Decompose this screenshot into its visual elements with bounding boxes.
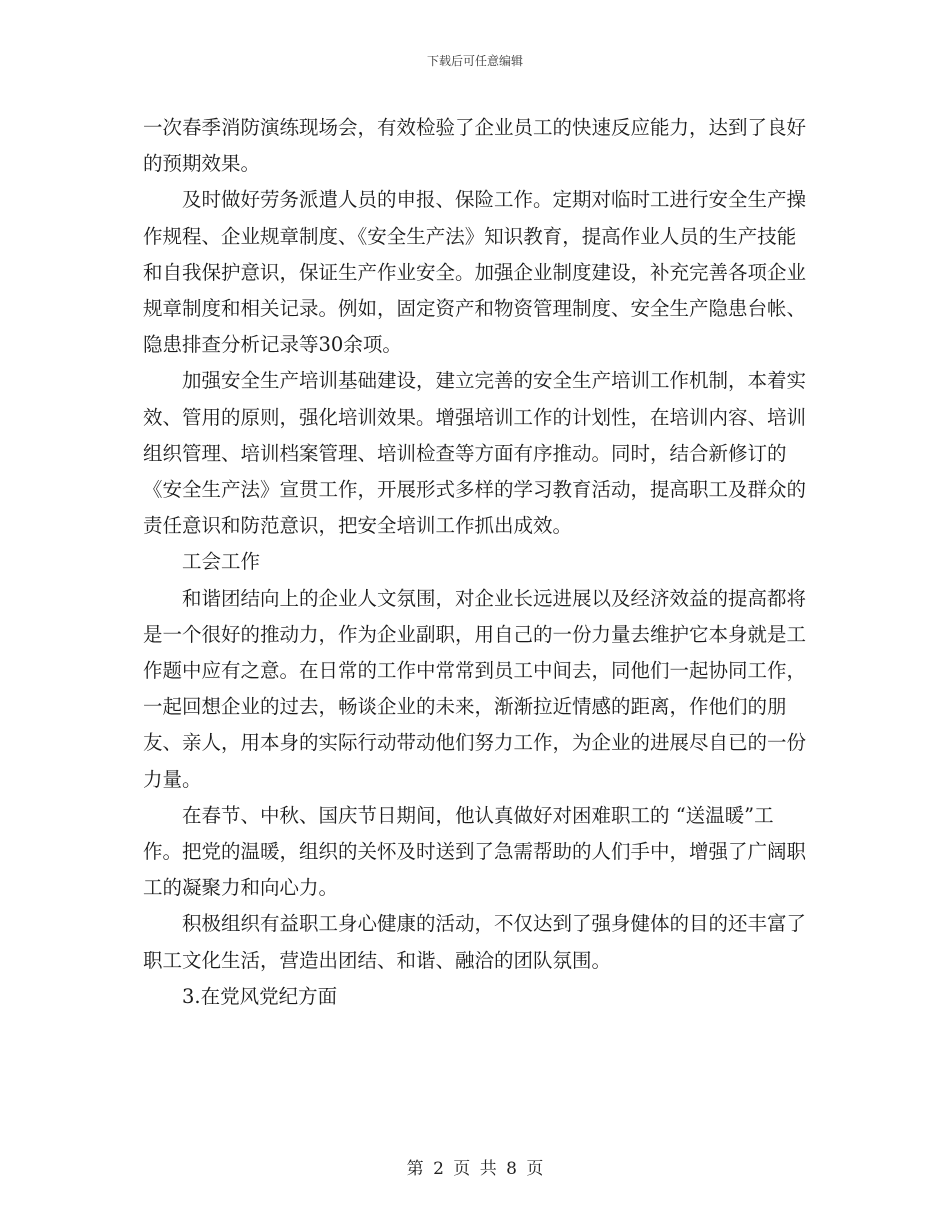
paragraph-2: 及时做好劳务派遣人员的申报、保险工作。定期对临时工进行安全生产操作规程、企业规章制度、《安全生产法》知识教育，提高作业人员的生产技能和自我保护意识，保证生产作业安全。加强企业制度建设，补充完善各项企业规章制度和相关记录。例如，固定资产和物资管理制度、安全生产隐患台帐、隐患排查分析记录等30余项。 (143, 188, 807, 357)
page-header: 下载后可任意编辑 (426, 54, 523, 68)
section-heading-union-work: 工会工作 (182, 550, 261, 574)
paragraph-7: 积极组织有益职工身心健康的活动，不仅达到了强身健体的目的还丰富了职工文化生活，营造出团结、和谐、融洽的团队氛围。 (143, 912, 807, 972)
paragraph-1: 一次春季消防演练现场会，有效检验了企业员工的快速反应能力，达到了良好的预期效果。 (143, 116, 807, 176)
paragraph-3: 加强安全生产培训基础建设，建立完善的安全生产培训工作机制，本着实效、管用的原则，强化培训效果。增强培训工作的计划性，在培训内容、培训组织管理、培训档案管理、培训检查等方面有序推动。同时，结合新修订的《安全生产法》宣贯工作，开展形式多样的学习教育活动，提高职工及群众的责任意识和防范意识，把安全培训工作抓出成效。 (143, 369, 807, 538)
document-body (143, 110, 807, 1015)
paragraph-6: 在春节、中秋、国庆节日期间，他认真做好对困难职工的 “送温暖”工作。把党的温暖，组织的关怀及时送到了急需帮助的人们手中，增强了广阔职工的凝聚力和向心力。 (143, 803, 807, 900)
section-heading-party-discipline: 3.在党风党纪方面 (182, 984, 338, 1008)
page-footer: 第 2 页 共 8 页 (406, 1159, 544, 1179)
paragraph-5: 和谐团结向上的企业人文氛围，对企业长远进展以及经济效益的提高都将是一个很好的推动力，作为企业副职，用自己的一份力量去维护它本身就是工作题中应有之意。在日常的工作中常常到员工中间去，同他们一起协同工作，一起回想企业的过去，畅谈企业的未来，渐渐拉近情感的距离，作他们的朋友、亲人，用本身的实际行动带动他们努力工作，为企业的进展尽自已的一份力量。 (143, 586, 807, 791)
